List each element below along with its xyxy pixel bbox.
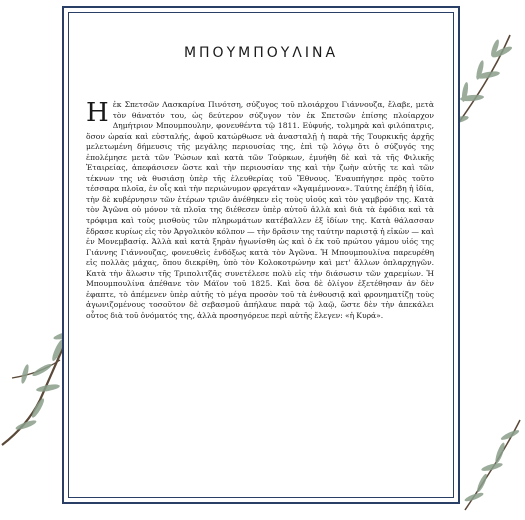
olive-branch-bottom-right-icon <box>450 415 525 515</box>
page-title: ΜΠΟΥΜΠΟΥΛΙΝΑ <box>183 45 339 61</box>
body-paragraph: ἐκ Σπετσῶν Λασκαρίνα Πινότση, σύζυγος τοῦ πλοιάρχου Γιάννουζα, ἔλαβε, μετὰ τὸν θάνατόν του, ὡς δεύτερον σύζυγον τὸν ἐκ Σπετσῶν ἐπίσης πλοίαρχον Δημήτριον Μπουμπουλην, φονευθέντα τῷ 1811. Εὐφυής, τολμηρὰ καὶ φιλόπατρις, ὅσον ὡραία καὶ εὐσταλής, ἀφοῦ κατώρθωσε νὰ ἀνασταλῇ ἡ παρὰ τῆς Τουρκικῆς ἀρχῆς μελετωμένη δήμευσις τῆς μεγάλης περιουσίας της, ἐπὶ τῷ λόγῳ ὅτι ὁ σύζυγός της ἐπολέμησε μετὰ τῶν Ῥώσων καὶ κατὰ τῶν Τούρκων, ἐμυήθη δὲ καὶ τὰ τῆς Φιλικῆς Ἑταιρείας, ἀπεφάσισεν ὥστε καὶ τὴν περιουσίαν της καὶ τὴν ζωὴν αὐτῆς τε καὶ τῶν τέκνων της νὰ θυσιάσῃ ὑπὲρ τῆς ἐλευθερίας τοῦ Ἔθνους. Ἐναυπήγησε πρὸς τοῦτο τέσσαρα πλοῖα, ἐν οἷς καὶ τὴν περιώνυμον φρεγάταν «Ἀγαμέμνονα». Ταύτης ἐπέβη ἡ ἰδία, τὴν δὲ κυβέρνησιν τῶν ἑτέρων τριῶν ἀνέθηκεν εἰς τοὺς υἱούς καὶ τὸν γαμβρόν της. Κατὰ τὸν Ἀγῶνα οὐ μόνον τὰ πλοῖα της διέθεσεν ὑπὲρ αὐτοῦ ἀλλὰ καὶ διὰ τὰ ἐφόδια καὶ τὰ τρόφιμα καὶ τοὺς μισθοὺς τῶν πληρωμάτων κατέβαλλεν ἐξ ἰδίων της. Κατὰ θάλασσαν ἔδρασε κυρίως εἰς τὸν Ἀργολικὸν κόλπον — τὴν δρᾶσιν της ταύτην παριστᾷ ἡ εἰκὼν — καὶ ἐν Μονεμβασίᾳ. Ἀλλὰ καὶ κατὰ ξηρὰν ἠγωνίσθη ὡς καὶ ὁ ἐκ τοῦ πρώτου γάμου υἱός της Γιάννης Γιάννουζας, φονευθεὶς ἐνδόξως κατὰ τὸν Ἀγῶνα. Ἡ Μπουμπουλίνα παρευρέθη εἰς πολλὰς μάχας, ὅπου διεκρίθη, ὑπὸ τὸν Κολοκοτρώνην καὶ μετ' ἄλλων ὁπλαρχηγῶν. Κατὰ τὴν ἅλωσιν τῆς Τριπολιτζᾶς συνετέλεσε πολὺ εἰς τὴν διάσωσιν τῶν χαρεμίων. Ἡ Μπουμπουλίνα ἀπέθανε τὸν Μάϊον τοῦ 1825. Καὶ ὅσα δὲ ὀλίγον ἐξετέθησαν ἀν δὲν ἐφαπτε, τὸ ἀπέμενεν ὑπὲρ αὐτῆς τὸ μέγα προσὸν τοῦ τὰ ἐνθουσιᾷ καὶ φρονηματίζῃ τοὺς ἀγωνιζομένους τοσοῦτον δὲ σεβασμοῦ ἀπήλαυε παρὰ τῷ λαῷ, ὥστε δὲν τὴν ἀπεκάλει οὗτος διὰ τοῦ ὀνόματός της, ἀλλὰ προσηγόρευε περὶ αὐτῆς ἔλεγεν: «ἡ Κυρά». <box>86 100 434 320</box>
body-text-block <box>86 100 434 321</box>
page-frame <box>62 6 460 504</box>
drop-cap: Η <box>86 98 109 128</box>
